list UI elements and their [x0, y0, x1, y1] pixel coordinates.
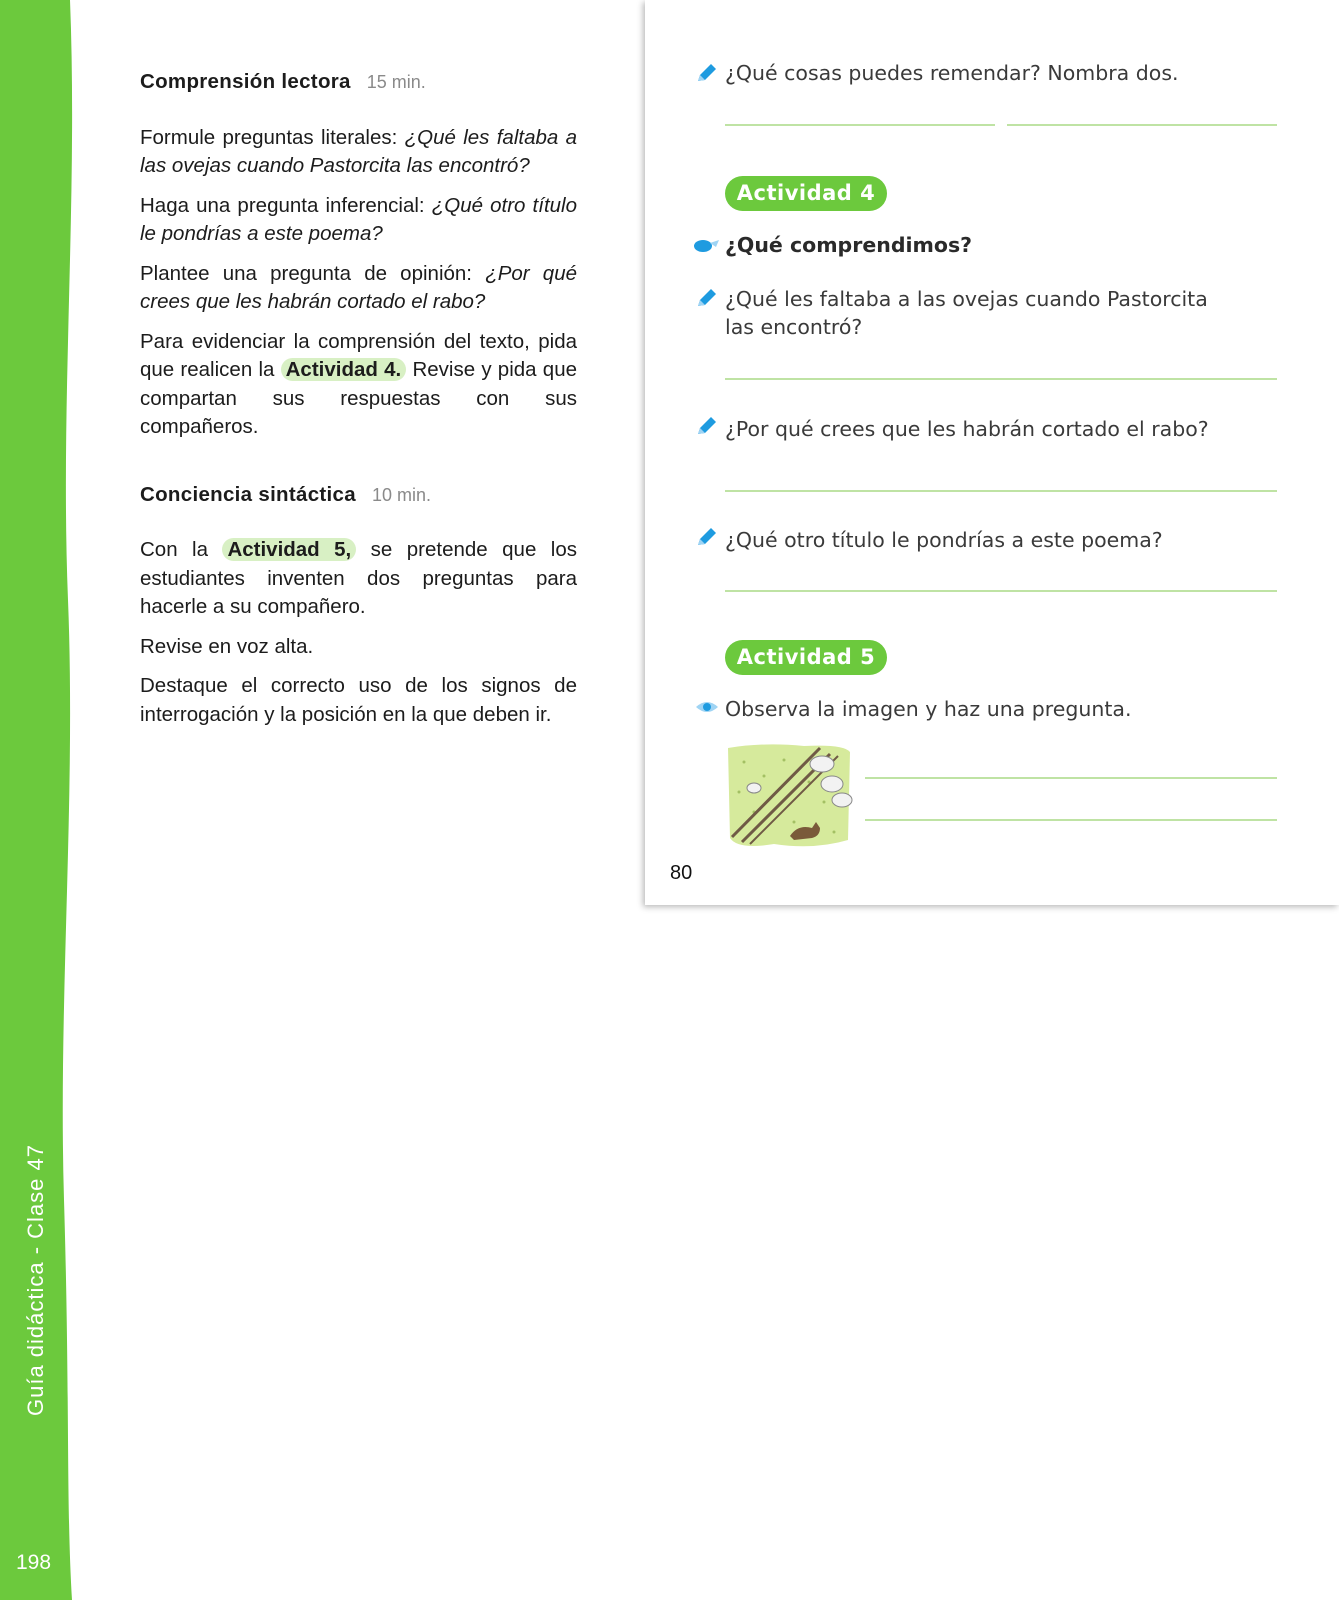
paragraph: Destaque el correcto uso de los signos de interrogación y la posición en la que deben ir.: [140, 674, 577, 726]
section-title: Comprensión lectora: [140, 70, 351, 93]
section-heading-4: ¿Qué comprendimos?: [725, 233, 973, 257]
question-text: ¿Qué les faltaba a las ovejas cuando Pastorcita: [725, 287, 1208, 311]
question-italic: ¿Qué les faltaba a las ovejas cuando Pastorcita las encontró?: [140, 125, 577, 177]
paragraph: [140, 192, 577, 249]
paragraph: [140, 536, 577, 622]
question-text: ¿Qué cosas puedes remendar? Nombra dos.: [725, 61, 1179, 85]
paragraph-text: Con la: [140, 538, 223, 561]
eye-icon: [695, 699, 719, 715]
speech-bubble-icon: [692, 237, 720, 255]
pencil-icon: [695, 526, 719, 548]
section-heading: [140, 68, 577, 97]
answer-line[interactable]: [725, 378, 1277, 380]
answer-line[interactable]: [865, 777, 1277, 779]
pencil-icon: [695, 287, 719, 309]
sheep-field-illustration: [724, 742, 854, 852]
answer-line[interactable]: [725, 490, 1277, 492]
answer-line[interactable]: [865, 819, 1277, 821]
workbook-page: [645, 0, 1339, 905]
question-text: ¿Qué otro título le pondrías a este poema?: [725, 528, 1163, 552]
activity-highlight: Actividad 5,: [222, 538, 356, 561]
question-italic: ¿Qué otro título le pondrías a este poema?: [140, 193, 577, 245]
paragraph: [140, 328, 577, 442]
paragraph: [140, 260, 577, 317]
teacher-notes: [140, 64, 577, 729]
page-number-left: 198: [16, 1551, 52, 1574]
paragraph-text: Revise y pida que compartan sus respuestas con sus compañeros.: [140, 358, 577, 438]
pencil-icon: [695, 415, 719, 437]
section-title: Conciencia sintáctica: [140, 482, 356, 506]
activity-5-badge: Actividad 5: [725, 640, 887, 675]
section-heading: [140, 481, 577, 510]
paragraph-text: Haga una pregunta inferencial:: [140, 193, 432, 217]
question-text: Observa la imagen y haz una pregunta.: [725, 697, 1132, 721]
paragraph-text: Formule preguntas literales:: [140, 125, 405, 149]
section-time: 15 min.: [366, 72, 426, 92]
pencil-icon: [695, 62, 719, 84]
paragraph: [140, 124, 577, 181]
paragraph: Revise en voz alta.: [140, 634, 314, 658]
section-time: 10 min.: [371, 484, 431, 505]
answer-line[interactable]: [725, 590, 1277, 592]
question-italic: ¿Por qué crees que les habrán cortado el rabo?: [140, 261, 577, 313]
answer-line[interactable]: [1007, 124, 1277, 126]
paragraph-text: se pretende que los estudiantes inventen dos preguntas para hacerle a su compañero.: [140, 538, 577, 618]
paragraph-text: Para evidenciar la comprensión del texto, pida que realicen la: [140, 329, 577, 381]
question-text: las encontró?: [725, 315, 863, 339]
question-text: ¿Por qué crees que les habrán cortado el rabo?: [725, 417, 1209, 441]
paragraph-text: Plantee una pregunta de opinión:: [140, 261, 486, 285]
guide-label: Guía didáctica - Clase 47: [23, 1143, 48, 1417]
answer-line[interactable]: [725, 124, 995, 126]
page-number-right: 80: [670, 862, 693, 884]
activity-4-badge: Actividad 4: [725, 176, 887, 211]
activity-highlight: Actividad 4.: [281, 358, 407, 381]
